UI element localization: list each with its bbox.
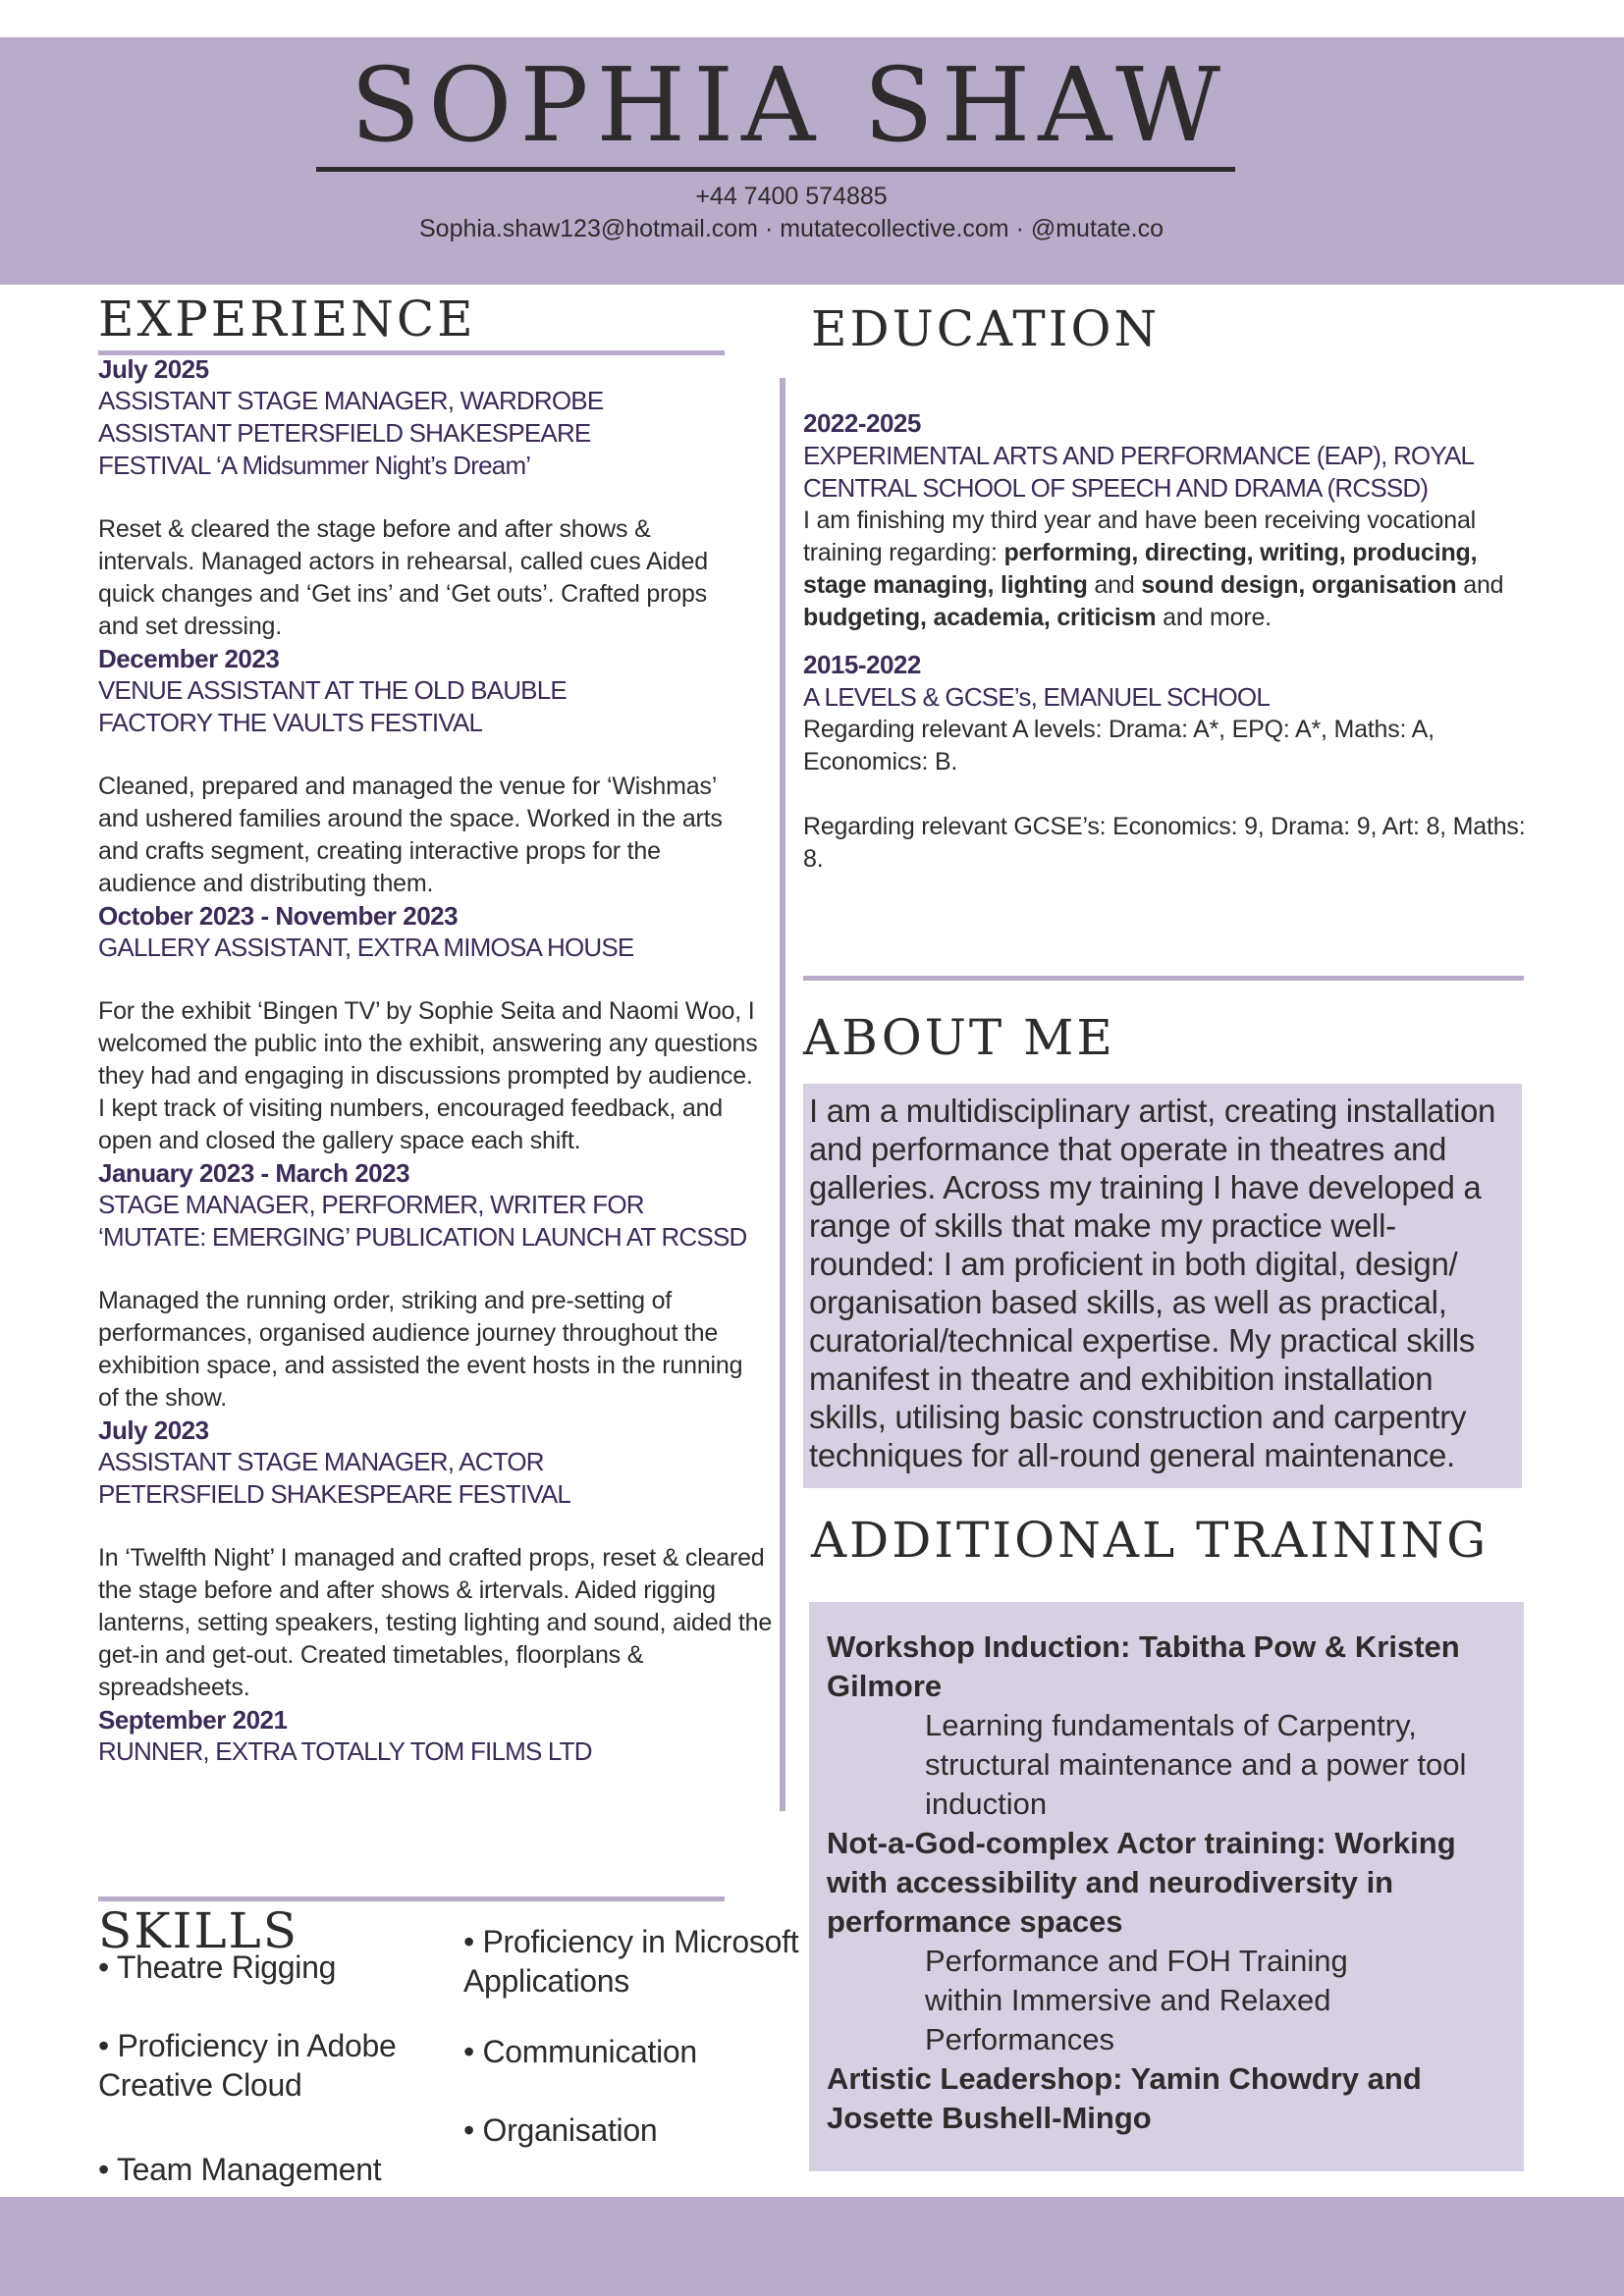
training-entry — [827, 2059, 1506, 2138]
skills-heading: SKILLS — [98, 1902, 299, 1959]
skill-item: • Theatre Rigging — [98, 1949, 337, 1985]
skill-item: • Proficiency in Microsoft Applications — [463, 1924, 799, 1999]
job-date: September 2021 — [98, 1705, 288, 1735]
job-title: GALLERY ASSISTANT, EXTRA MIMOSA HOUSE — [98, 933, 634, 962]
experience-heading: EXPERIENCE — [98, 291, 476, 347]
training-title: Not-a-God-complex Actor training: Working with accessibility and neurodiversity in performance spaces — [827, 1826, 1456, 1939]
job-date: December 2023 — [98, 644, 280, 673]
job-date: October 2023 - November 2023 — [98, 901, 459, 931]
education-heading: EDUCATION — [811, 300, 1161, 357]
job-entry — [98, 643, 766, 900]
about-text: I am a multidisciplinary artist, creating installation and performance that operate in theatres and galleries. Across my training I have developed a range of skills that make my practice well-rounded: I am proficient in both digital, design/ organisation based skills, as well as practical, curatorial/technical expertise. My practical skills manifest in theatre and exhibition installation skills, utilising basic construction and carpentry techniques for all-round general maintenance. — [803, 1084, 1522, 1488]
training-entry — [827, 1628, 1506, 1824]
education-title: EXPERIMENTAL ARTS AND PERFORMANCE (EAP), ROYAL CENTRAL SCHOOL OF SPEECH AND DRAMA (RCSSD) — [803, 441, 1474, 503]
job-title: STAGE MANAGER, PERFORMER, WRITER FOR ‘MUTATE: EMERGING’ PUBLICATION LAUNCH AT RCSSD — [98, 1190, 747, 1252]
job-description: For the exhibit ‘Bingen TV’ by Sophie Seita and Naomi Woo, I welcomed the public into the exhibit, answering any questions they had and engaging in discussions prompted by audience. I kept track of visiting numbers, encouraged feedback, and open and closed the gallery space each shift. — [98, 997, 758, 1154]
training-description: Performance and FOH Training within Immersive and Relaxed Performances — [925, 1944, 1348, 2056]
education-description: I am finishing my third year and have been receiving vocational training regarding: performing, directing, writing, producing, stage managing, lighting and sound design, organisation and budgeting, academia, criticism and more. — [803, 507, 1504, 631]
job-title: VENUE ASSISTANT AT THE OLD BAUBLE FACTORY THE VAULTS FESTIVAL — [98, 675, 567, 737]
footer-band — [0, 2197, 1624, 2296]
education-entry — [803, 648, 1530, 876]
job-entry — [98, 1415, 773, 1704]
education-detail: Regarding relevant A levels: Drama: A*, EPQ: A*, Maths: A, Economics: B. — [803, 716, 1435, 775]
job-description: Cleaned, prepared and managed the venue for ‘Wishmas’ and ushered families around the space. Worked in the arts and crafts segment, creating interactive props for the audience and distributing them. — [98, 773, 723, 897]
contact-links: Sophia.shaw123@hotmail.com · mutatecollective.com · @mutate.co — [418, 215, 1164, 242]
education-date: 2015-2022 — [803, 650, 921, 679]
training-heading: ADDITIONAL TRAINING — [811, 1512, 1489, 1569]
job-date: July 2023 — [98, 1415, 209, 1445]
job-description: Reset & cleared the stage before and after shows & intervals. Managed actors in rehearsal, called cues Aided quick changes and ‘Get ins’ and ‘Get outs’. Crafted props and set dressing. — [98, 515, 708, 640]
job-title: RUNNER, EXTRA TOTALLY TOM FILMS LTD — [98, 1736, 592, 1766]
column-divider — [780, 378, 785, 1811]
job-date: July 2025 — [98, 354, 209, 384]
job-description: Managed the running order, striking and pre-setting of performances, organised audience journey throughout the exhibition space, and assisted the event hosts in the running of the show. — [98, 1287, 743, 1412]
job-entry — [98, 1704, 766, 1768]
name-underline — [316, 167, 1235, 172]
phone-number: +44 7400 574885 — [695, 183, 888, 210]
education-entry — [803, 406, 1530, 634]
education-list — [803, 406, 1530, 876]
education-date: 2022-2025 — [803, 408, 921, 438]
education-title: A LEVELS & GCSE’s, EMANUEL SCHOOL — [803, 682, 1271, 712]
about-heading: ABOUT ME — [803, 1009, 1115, 1066]
skills-top-rule — [98, 1896, 725, 1901]
candidate-name: SOPHIA SHAW — [350, 45, 1229, 165]
job-title: ASSISTANT STAGE MANAGER, ACTOR PETERSFIELD SHAKESPEARE FESTIVAL — [98, 1447, 571, 1509]
training-title: Artistic Leadershop: Yamin Chowdry and Josette Bushell-Mingo — [827, 2061, 1422, 2135]
training-entry — [827, 1824, 1506, 2059]
job-title: ASSISTANT STAGE MANAGER, WARDROBE ASSISTANT PETERSFIELD SHAKESPEARE FESTIVAL ‘A Midsummer Night’s Dream’ — [98, 386, 604, 480]
education-detail: Regarding relevant GCSE’s: Economics: 9, Drama: 9, Art: 8, Maths: 8. — [803, 813, 1526, 873]
skill-item: • Proficiency in Adobe Creative Cloud — [98, 2028, 397, 2103]
education-bottom-rule — [803, 976, 1524, 981]
job-entry — [98, 353, 766, 643]
job-date: January 2023 - March 2023 — [98, 1158, 410, 1188]
experience-list — [98, 353, 773, 1768]
skill-item: • Organisation — [463, 2112, 658, 2148]
skill-item: • Team Management — [98, 2152, 382, 2187]
job-entry — [98, 900, 766, 1157]
job-description: In ‘Twelfth Night’ I managed and crafted props, reset & cleared the stage before and after shows & irtervals. Aided rigging lanterns, setting speakers, testing lighting and sound, aided the get-in and get-out. Created timetables, floorplans & spreadsheets. — [98, 1544, 773, 1701]
training-description: Learning fundamentals of Carpentry, structural maintenance and a power tool induction — [925, 1708, 1467, 1821]
training-title: Workshop Induction: Tabitha Pow & Kristen Gilmore — [827, 1629, 1460, 1703]
job-entry — [98, 1157, 766, 1415]
skill-item: • Communication — [463, 2034, 697, 2069]
training-list — [809, 1602, 1524, 2171]
